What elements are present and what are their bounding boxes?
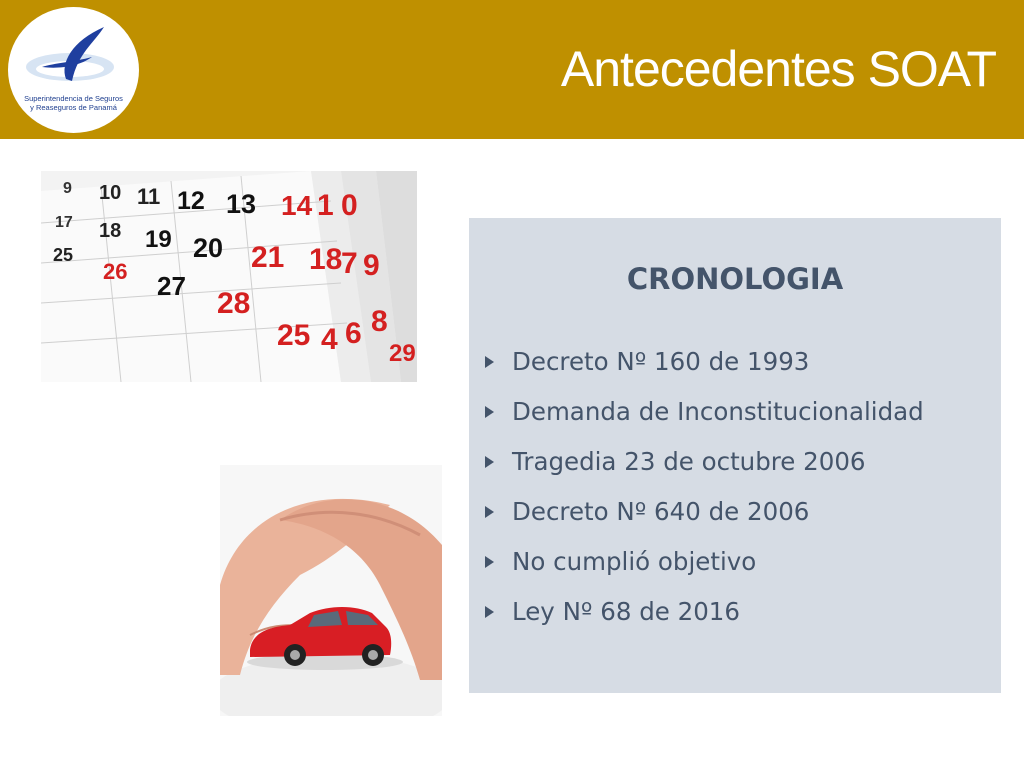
logo-emblem-icon	[8, 7, 139, 133]
list-item	[485, 545, 924, 595]
triangle-bullet-icon	[485, 606, 494, 618]
header-bar	[0, 0, 1024, 139]
list-item-text: Decreto Nº 160 de 1993	[512, 347, 810, 376]
calendar-date: 17	[55, 214, 73, 231]
svg-text:4: 4	[321, 323, 338, 356]
svg-text:9: 9	[363, 249, 380, 282]
chronology-list	[485, 345, 924, 645]
calendar-date: 11	[137, 184, 161, 209]
svg-text:1: 1	[317, 189, 334, 222]
svg-text:8: 8	[371, 305, 388, 338]
logo-text	[8, 94, 139, 112]
svg-text:18: 18	[309, 243, 343, 276]
svg-text:6: 6	[345, 317, 362, 350]
calendar-date: 25	[53, 245, 74, 265]
list-item-text: Ley Nº 68 de 2016	[512, 597, 740, 626]
calendar-date: 19	[145, 226, 172, 253]
panel-title: CRONOLOGIA	[626, 262, 844, 296]
calendar-date: 20	[193, 233, 224, 263]
calendar-date: 29	[389, 340, 416, 367]
list-item-text: Tragedia 23 de octubre 2006	[512, 447, 866, 476]
list-item	[485, 445, 924, 495]
svg-text:7: 7	[341, 247, 358, 280]
triangle-bullet-icon	[485, 456, 494, 468]
list-item	[485, 345, 924, 395]
calendar-date: 14	[281, 190, 313, 221]
triangle-bullet-icon	[485, 356, 494, 368]
calendar-date: 10	[99, 182, 122, 204]
list-item-text: No cumplió objetivo	[512, 547, 757, 576]
triangle-bullet-icon	[485, 406, 494, 418]
logo-line-2: y Reaseguros de Panamá	[30, 103, 117, 112]
svg-text:25: 25	[277, 319, 311, 352]
chronology-panel	[469, 218, 1001, 693]
calendar-date: 18	[99, 220, 122, 242]
list-item	[485, 495, 924, 545]
logo	[8, 7, 139, 133]
calendar-date: 27	[157, 271, 186, 301]
list-item-text: Demanda de Inconstitucionalidad	[512, 397, 924, 426]
triangle-bullet-icon	[485, 556, 494, 568]
calendar-date: 21	[251, 241, 285, 274]
calendar-date: 28	[217, 287, 251, 320]
logo-line-1: Superintendencia de Seguros	[24, 94, 123, 103]
calendar-date: 13	[226, 189, 257, 219]
list-item	[485, 595, 924, 645]
triangle-bullet-icon	[485, 506, 494, 518]
calendar-date: 9	[63, 180, 72, 197]
calendar-date: 12	[177, 187, 205, 215]
page-title: Antecedentes SOAT	[560, 41, 996, 97]
calendar-image	[41, 171, 417, 382]
svg-text:0: 0	[341, 189, 358, 222]
car-insurance-image	[220, 465, 442, 716]
list-item-text: Decreto Nº 640 de 2006	[512, 497, 810, 526]
list-item	[485, 395, 924, 445]
calendar-date: 26	[103, 259, 128, 284]
